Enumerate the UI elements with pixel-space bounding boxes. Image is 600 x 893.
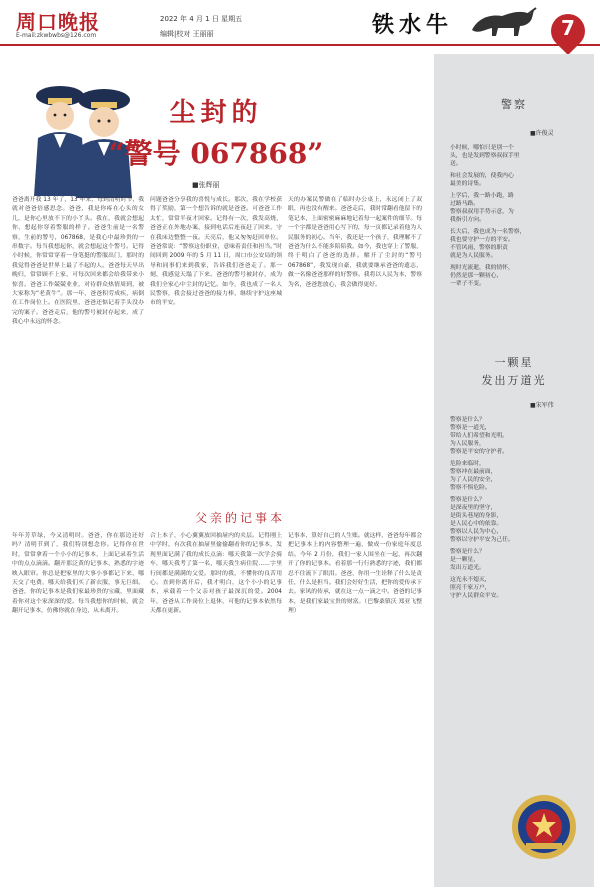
email-address: E-mail:zkwbwbs@126.com [16, 32, 97, 39]
poem-line: 警察不惧危险。 [450, 485, 491, 491]
section-title: 铁水牛 [372, 12, 454, 38]
bull-icon [468, 4, 538, 42]
poem-line: 头，也是发到警察叔叔手里 [450, 153, 520, 159]
poem-line: 照亮千家万户， [450, 585, 491, 591]
poem-line: 警察以守护平安为己任。 [450, 537, 514, 543]
poem-line: 带给人们希望和光明。 [450, 433, 508, 439]
page-number: 7 [561, 16, 575, 40]
poem-line: 是街头巷尾的身影， [450, 513, 503, 519]
article-column-1: 爸爸离开我 13 年了，13 年来，每到清明时节，我就对爸爸倍感思念。爸爸，我是你疼在心头的女儿，是你心里放不下的小丫头。我在，我就会想起你，想起你穿着警服的样子。爸爸生前是一名警察，生前的警号，067868，是我心中最珍贵的一串数字。每当我想起你，就会想起这个警号。记得小时候，你常常穿着一身笔挺的警服出门，那时的我觉得爸爸是世界上最了不起的人。爸爸每天早出晚归，常常顾不上家，可每次回来都会给我带来小惊喜。爸爸工作兢兢业业，对待群众热情周到，被大家称为“老黄牛”。那一年，爸爸积劳成疾，病倒在工作岗位上。在医院里，爸爸还惦记着手头没办完的案子。爸爸走后，他的警号被封存起来，成了我心中永远的怀念。 [12, 197, 144, 326]
poem-line: 警察是什么？ [450, 497, 485, 503]
article-title-block [12, 60, 420, 190]
poem-line: 送。 [450, 161, 462, 167]
poem-line: 警察是什么？ [450, 417, 485, 423]
poem-line: 长大后，我也成为一名警察， [450, 229, 526, 235]
poem-line: 警察冲在最前面， [450, 469, 497, 475]
poem-line: 我指引方向。 [450, 217, 485, 223]
poem1-author: ■许俊灵 [530, 130, 554, 137]
article-author: ■张辉丽 [192, 181, 220, 189]
poem-line: 过路马路。 [450, 201, 479, 207]
newspaper-logo: 周口晚报 [16, 10, 100, 34]
police-emblem-icon [510, 793, 578, 861]
poem-line: 不管风雨，警察的职责 [450, 245, 508, 251]
poem-line: 我也要守护一方的平安。 [450, 237, 514, 243]
poem-line: 警察是一道光， [450, 425, 491, 431]
poem-line: 是人民心中的依靠。 [450, 521, 503, 527]
poem-line: 为了人民的安全， [450, 477, 497, 483]
editor-credit: 编辑|校对 王丽丽 [160, 30, 214, 38]
poem-line: 发出万道光。 [450, 565, 485, 571]
article-title-line1: 尘封的 [169, 98, 263, 128]
sub-article-title: 父亲的记事本 [194, 511, 285, 525]
poem-line: 最美的诗集。 [450, 181, 485, 187]
poem-line: 现时光流逝，我的情怀， [450, 265, 514, 271]
poem-line: 小时候，哪怕只是别一个 [450, 145, 514, 151]
article-column-2: 问题爸爸分享我的喜悦与成长。那次，我在学校获得了奖励，第一个想告诉的就是爸爸。可爸爸工作太忙，常常半夜才回家。记得有一次，我发高烧，爸爸正在外地办案，接到电话后连夜赶了回来，守在我床边整整一夜。天亮后，他又匆匆赶回单位。爸爸常说：“警察这份职业，意味着责任和担当。”时间回到 2009 年的 5 月 11 日，周口市公安局的领导和同事们来到我家，告诉我们爸爸走了。那一刻，我感觉天塌了下来。爸爸的警号被封存，成为我们全家心中尘封的记忆。如今，我也成了一名人民警察，我会接过爸爸的接力棒，继续守护这座城市的平安。 [150, 197, 282, 307]
poem-line: 仍然是那一颗初心， [450, 273, 503, 279]
poem2-author: ■宋军伟 [530, 402, 554, 409]
poem-line: 警察以人民为中心， [450, 529, 503, 535]
poetry-sidebar [434, 54, 594, 887]
poem-line: 上学后，我一路小跑，路 [450, 193, 514, 199]
poem-line: 是一颗星， [450, 557, 479, 563]
poem-line: 守护人民群众平安。 [450, 593, 503, 599]
poem-line: 一辈子不变。 [450, 281, 485, 287]
poem-line: 是深夜里的坚守， [450, 505, 497, 511]
article-column-5: 合上本子，小心翼翼放回抽屉内的夹层。记得刚上中学时，有次我在抽屉里偷偷翻看你的记事本，发现里面记满了我的成长点滴：哪天我第一次学会骑车，哪天我考了第一名，哪天我生病住院……字里行间都是满满的父爱。那时的我，不懂你的良苦用心。直到你离开后，我才明白，这个小小的记事本，承载着一个父亲对孩子最深沉的爱。2004 年，爸爸从工作岗位上退休，可他的记事本依然每天都在更新。 [150, 533, 282, 615]
article-column-4: 年年芳草绿，今又清明时。爸爸，你在那边还好吗？清明节到了，我们特别想念你。记得你在世时，常常拿着一个小小的记事本，上面记录着生活中的点点滴滴。翻开那泛黄的记事本，熟悉的字迹映入眼帘。你总是把家里的大事小事都记下来，哪天交了电费，哪天给我们买了新衣服，事无巨细。爸爸，你的记事本是我们家最珍贵的宝藏，里面藏着你对这个家深深的爱。每当我想你的时候，就会翻开记事本，仿佛你就在身边，从未离开。 [12, 533, 144, 615]
poem-line: 警察是什么？ [450, 549, 485, 555]
poem2-subtitle: 发出万道光 [481, 374, 547, 387]
poem-line: 就是为人民服务。 [450, 253, 497, 259]
poem-line: 危险来临时， [450, 461, 485, 467]
article-column-3: 天的办案民警做在了临时办公桌上，永远闭上了双眼，再也没有醒来。爸爸走后，我时常翻看他留下的笔记本，上面密密麻麻地记着每一起案件的细节。每一个字都是爸爸用心写下的，每一页都记录着他为人民服务的初心。当年，我还是一个孩子，我理解不了爸爸为什么不能多陪陪我。如今，我也穿上了警服，终于明白了爸爸的选择。解开了尘封的“警号 067868”，我发现自豪，我就要继承爸爸的遗志，做一名像爸爸那样的好警察。我将以人民为本，警察为名，爸爸您放心，我会做得更好。 [288, 197, 422, 288]
poem-line: 和社会发展的，使我内心 [450, 173, 514, 179]
poem-line: 警察是平安的守护者。 [450, 449, 508, 455]
poem1-title: 警察 [501, 98, 527, 111]
poem-line: 警察叔叔用手势示意，为 [450, 209, 514, 215]
poem2-title: 一颗星 [494, 356, 534, 369]
masthead [0, 0, 600, 46]
poem-line: 为人民服务， [450, 441, 485, 447]
poem-line: 这光永不熄灭， [450, 577, 491, 583]
issue-date: 2022 年 4 月 1 日 星期五 [160, 15, 243, 23]
article-title-line2: “警号 067868” [108, 137, 324, 170]
article-column-6: 记事本，算好自己的人生账。就这样，爸爸每年都会把记事本上的内容整理一遍，做成一份家庭年度总结。今年 2 月份，我们一家人围坐在一起，再次翻开了你的记事本。看着那一行行熟悉的字迹，我们都忍不住流下了眼泪。爸爸，你用一生诠释了什么是责任，什么是担当。我们会好好生活，把你的爱传承下去。家风的传承，就在这一点一滴之中。爸爸的记事本，是我们家最宝贵的财富。（巴黎桑镇沃 郑亚飞整理） [288, 533, 422, 615]
